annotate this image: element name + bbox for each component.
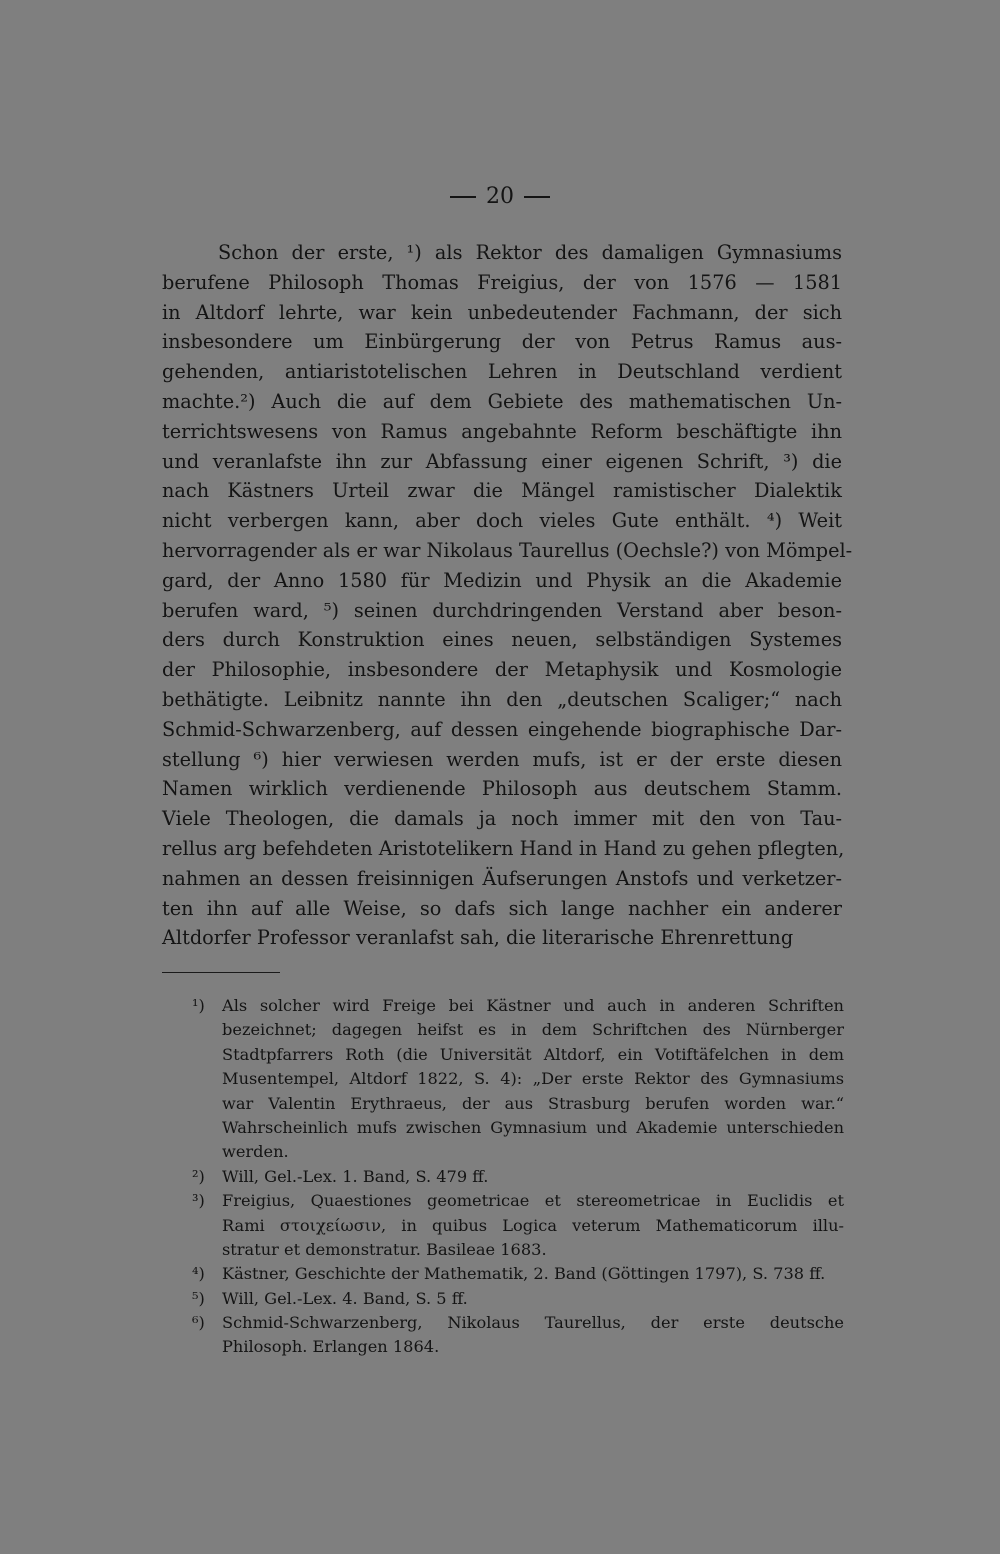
body-line: gehenden, antiaristotelischen Lehren in Deutschland verdient <box>162 360 842 384</box>
footnote-mark: ⁴) <box>192 1264 205 1284</box>
body-line: und veranlafste ihn zur Abfassung einer eigenen Schrift, ³) die <box>162 449 842 473</box>
page-number-dash-left <box>450 196 476 198</box>
body-text <box>162 238 853 953</box>
footnote-line: bezeichnet; dagegen heifst es in dem Schriftchen des Nürnberger <box>222 1020 844 1040</box>
body-line: Viele Theologen, die damals ja noch immer mit den von Tau- <box>162 807 842 831</box>
footnote-line: Will, Gel.-Lex. 1. Band, S. 479 ff. <box>222 1166 489 1186</box>
footnote-line: Wahrscheinlich mufs zwischen Gymnasium und Akademie unterschieden <box>222 1117 844 1137</box>
body-line: Namen wirklich verdienende Philosoph aus deutschem Stamm. <box>162 777 842 801</box>
body-line: Schon der erste, ¹) als Rektor des damaligen Gymnasiums <box>218 241 842 264</box>
body-line: ders durch Konstruktion eines neuen, selbständigen Systemes <box>162 628 842 652</box>
footnote-line: Musentempel, Altdorf 1822, S. 4): „Der erste Rektor des Gymnasiums <box>222 1069 844 1089</box>
body-line: hervorragender als er war Nikolaus Taurellus (Oechsle?) von Mömpel- <box>162 538 853 562</box>
body-line: Schmid-Schwarzenberg, auf dessen eingehende biographische Dar- <box>162 717 842 741</box>
body-line: ten ihn auf alle Weise, so dafs sich lange nachher ein anderer <box>162 896 842 920</box>
body-line: Altdorfer Professor veranlafst sah, die literarische Ehrenrettung <box>162 926 794 950</box>
body-line: machte.²) Auch die auf dem Gebiete des mathematischen Un- <box>162 389 842 413</box>
footnote-mark: ³) <box>192 1191 205 1211</box>
page-number-dash-right <box>524 196 550 198</box>
footnote <box>162 1262 844 1286</box>
footnote-separator <box>162 972 280 973</box>
footnote-line: Als solcher wird Freige bei Kästner und auch in anderen Schriften <box>222 996 844 1015</box>
footnote-mark: ¹) <box>192 996 205 1015</box>
body-line: berufen ward, ⁵) seinen durchdringenden Verstand aber beson- <box>162 598 842 622</box>
footnote <box>162 1311 844 1360</box>
page-number-text: 20 <box>486 184 514 209</box>
body-line: stellung ⁶) hier verwiesen werden mufs, ist er der erste diesen <box>162 747 842 771</box>
footnote-line: werden. <box>222 1142 289 1162</box>
body-line: in Altdorf lehrte, war kein unbedeutender Fachmann, der sich <box>162 300 842 324</box>
body-line: nach Kästners Urteil zwar die Mängel ramistischer Dialektik <box>162 479 842 503</box>
footnote-line: stratur et demonstratur. Basileae 1683. <box>222 1239 547 1259</box>
body-line: bethätigte. Leibnitz nannte ihn den „deutschen Scaliger;“ nach <box>162 687 842 711</box>
footnote-mark: ⁵) <box>192 1288 205 1308</box>
footnote-mark: ⁶) <box>192 1313 205 1333</box>
body-line: berufene Philosoph Thomas Freigius, der von 1576 — 1581 <box>162 270 842 294</box>
footnote <box>162 1287 844 1311</box>
footnote-line: Schmid-Schwarzenberg, Nikolaus Taurellus, der erste deutsche <box>222 1313 844 1333</box>
footnote-line: Stadtpfarrers Roth (die Universität Altdorf, ein Votiftäfelchen in dem <box>222 1044 844 1064</box>
footnote-line: Philosoph. Erlangen 1864. <box>222 1337 440 1357</box>
body-line: der Philosophie, insbesondere der Metaphysik und Kosmologie <box>162 658 842 682</box>
body-line: gard, der Anno 1580 für Medizin und Physik an die Akademie <box>162 568 842 592</box>
footnote-line: war Valentin Erythraeus, der aus Strasburg berufen worden war.“ <box>222 1093 844 1113</box>
page-number <box>0 182 1000 212</box>
footnote <box>162 994 844 1165</box>
footnote-line: Freigius, Quaestiones geometricae et stereometricae in Euclidis et <box>222 1191 844 1211</box>
footnote-line: Kästner, Geschichte der Mathematik, 2. Band (Göttingen 1797), S. 738 ff. <box>222 1264 826 1284</box>
footnotes <box>162 994 844 1360</box>
footnote-line: Rami στοιχείωσιν, in quibus Logica veterum Mathematicorum illu- <box>222 1215 844 1235</box>
body-line: insbesondere um Einbürgerung der von Petrus Ramus aus- <box>162 330 842 354</box>
footnote-line: Will, Gel.-Lex. 4. Band, S. 5 ff. <box>222 1288 468 1308</box>
body-line: nicht verbergen kann, aber doch vieles Gute enthält. ⁴) Weit <box>162 509 842 533</box>
footnote-mark: ²) <box>192 1166 205 1186</box>
footnote <box>162 1165 844 1189</box>
body-line: rellus arg befehdeten Aristotelikern Hand in Hand zu gehen pflegten, <box>162 836 845 860</box>
body-line: terrichtswesens von Ramus angebahnte Reform beschäftigte ihn <box>162 419 842 443</box>
footnote <box>162 1189 844 1262</box>
body-line: nahmen an dessen freisinnigen Äufserungen Anstofs und verketzer- <box>162 866 842 890</box>
